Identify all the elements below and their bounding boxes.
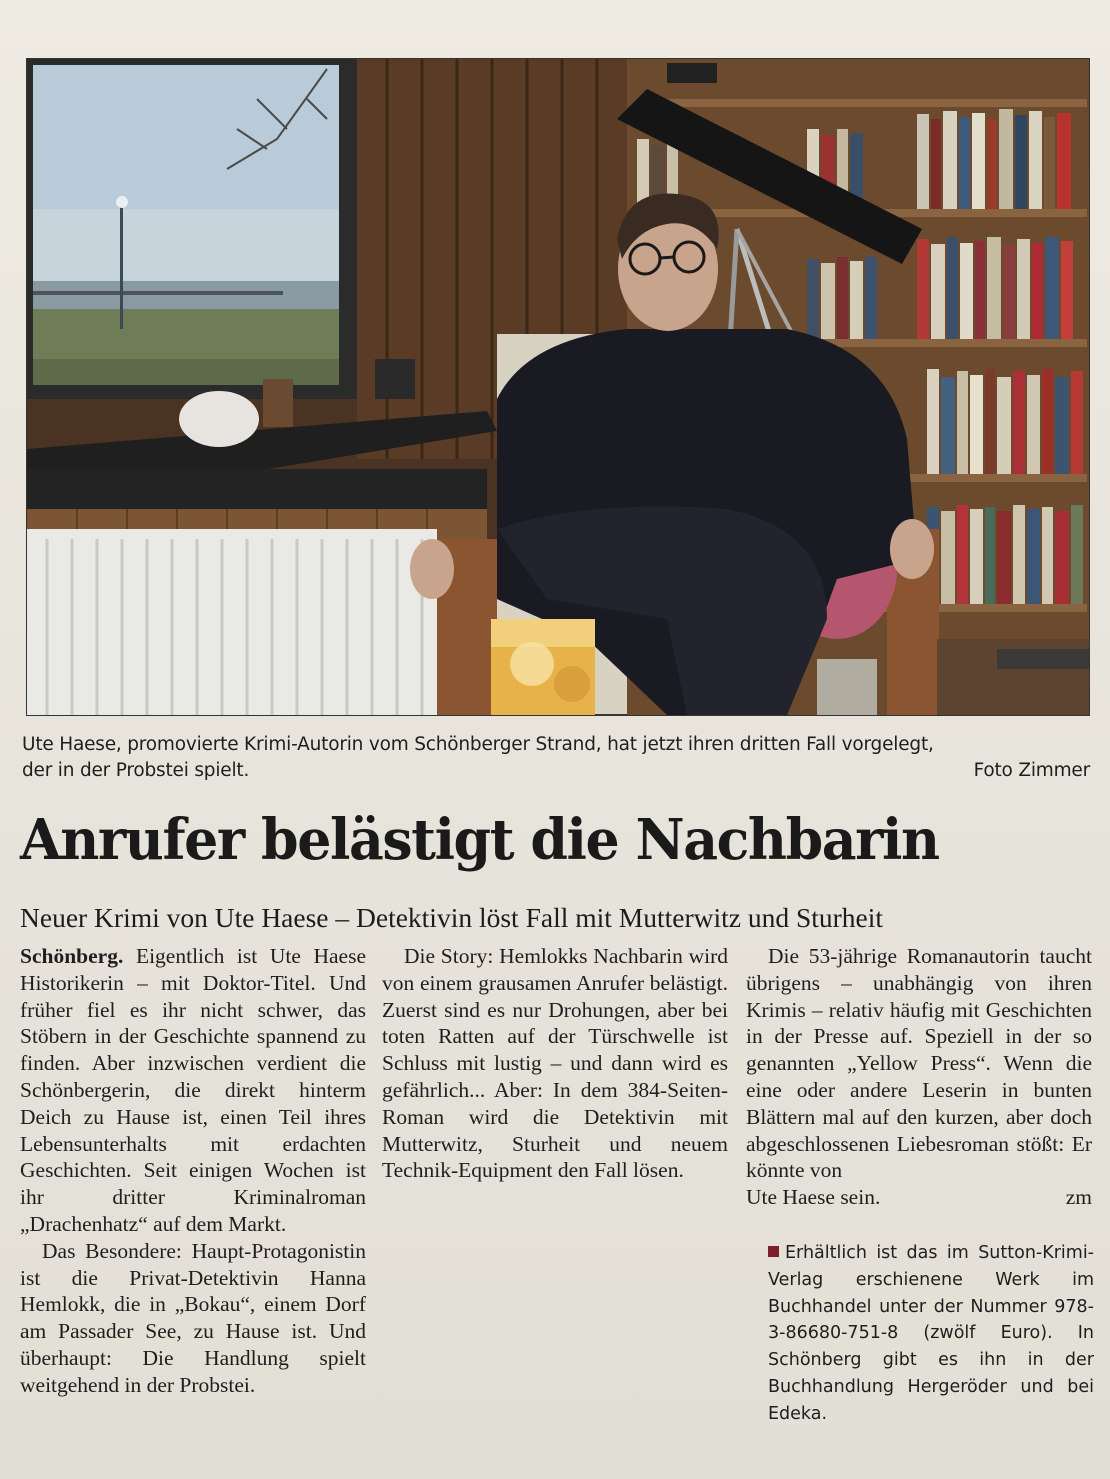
article-column-3 [746,943,1092,1211]
paragraph-1-text: Eigentlich ist Ute Haese Historikerin – mit Doktor-Titel. Und früher fiel es ihr nicht schwer, das Stöbern in der Geschichte spannend zu finden. Aber inzwischen verdient die Schönbergerin, die direkt hinterm Deich zu Hause ist, einen Teil ihres Lebensunterhalts mit erdachten Geschichten. Seit einigen Wochen ist ihr dritter Kriminalroman „Drachenhatz“ auf dem Markt. [20,944,366,1236]
article-column-1 [20,943,366,1399]
photo-illustration [27,59,1089,715]
photo-credit: Foto Zimmer [973,760,1090,781]
article-photo [26,58,1090,716]
article-column-2 [382,943,728,1184]
info-box-text: Erhältlich ist das im Sutton-Krimi-Verlag erschienene Werk im Buchhandel unter der Nummer 978-3-86680-751-8 (zwölf Euro). In Schönberg gibt es ihn in der Buchhandlung Hergeröder und bei Edeka. [768,1243,1094,1424]
paragraph-2-text: Das Besondere: Haupt-Protagonistin ist die Privat-Detektivin Hanna Hemlokk, die in „Bokau“, einem Dorf am Passader See, zu Hause ist. Und überhaupt: Die Handlung spielt weitgehend in der Probstei. [20,1238,366,1397]
paragraph-2 [20,1238,366,1399]
info-box [768,1240,1094,1428]
paragraph-3-text: Die Story: Hemlokks Nachbarin wird von einem grausamen Anrufer belästigt. Zuerst sind es nur Drohungen, aber bei toten Ratten auf der Türschwelle ist Schluss mit lustig – und dann wird es gefährlich... Aber: In dem 384-Seiten-Roman wird die Detektivin mit Mutterwitz, Sturheit und neuem Technik-Equipment den Fall lösen. [382,944,728,1183]
paragraph-4 [746,943,1092,1184]
closing-line [746,1184,1092,1211]
paragraph-4-end: Ute Haese sein. [746,1185,881,1210]
paragraph-1 [20,943,366,1238]
square-bullet-icon [768,1246,779,1257]
caption-line-2: der in der Probstei spielt. [22,760,250,781]
article-subheadline: Neuer Krimi von Ute Haese – Detektivin löst Fall mit Mutterwitz und Sturheit [20,902,884,933]
paragraph-4-text: Die 53-jährige Romanautorin taucht übrigens – unabhängig von ihren Krimis – relativ häufig mit Geschichten in der Presse auf. Speziell in der so genannten „Yellow Press“. Wenn die eine oder andere Leserin in bunten Blättern mal auf den kurzen, aber doch abgeschlossenen Liebesroman stößt: Er könnte von [746,944,1092,1183]
caption-line-1: Ute Haese, promovierte Krimi-Autorin vom Schönberger Strand, hat jetzt ihren dritten Fall vorgelegt, [22,734,934,755]
dateline: Schönberg. [20,944,124,968]
article-headline: Anrufer belästigt die Nachbarin [20,807,939,873]
author-signature: zm [1065,1185,1092,1210]
photo-caption [22,732,1090,784]
paragraph-3 [382,943,728,1184]
